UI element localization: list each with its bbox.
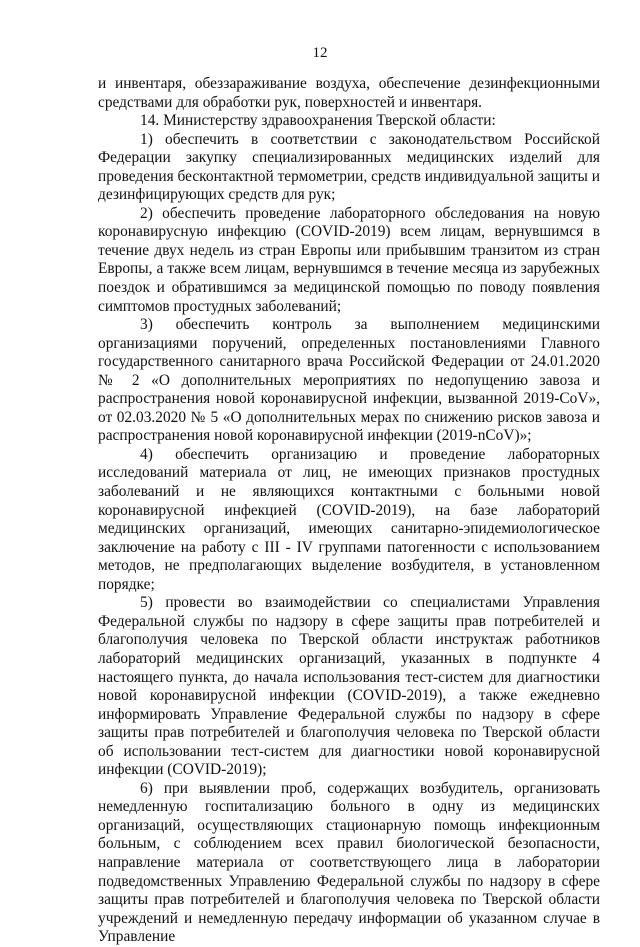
- paragraph-item-6: 6) при выявлении проб, содержащих возбудитель, организовать немедленную госпитализацию больного в одну из медицинских организаций, осуществляющих стационарную помощь инфекционным больным, с соблюдением всех правил биологической безопасности, направление материала от соответствующего лица в лаборатории подведомственных Управлению Федеральной службы по надзору в сфере защиты прав потребителей и благополучия человека по Тверской области учреждений и немедленную передачу информации об указанном случае в Управление: [98, 779, 600, 946]
- paragraph-item-3: 3) обеспечить контроль за выполнением медицинскими организациями поручений, определенных постановлениями Главного государственного санитарного врача Российской Федерации от 24.01.2020 № 2 «О дополнительных мероприятиях по недопущению завоза и распространения новой коронавирусной инфекции, вызванной 2019-CoV», от 02.03.2020 № 5 «О дополнительных мерах по снижению рисков завоза и распространения новой коронавирусной инфекции (2019-nCoV)»;: [98, 316, 600, 445]
- paragraph-continuation: и инвентаря, обеззараживание воздуха, обеспечение дезинфекционными средствами для обработки рук, поверхностей и инвентаря.: [98, 75, 600, 111]
- paragraph-section-14: 14. Министерству здравоохранения Тверской области:: [140, 112, 496, 130]
- paragraph-item-2: 2) обеспечить проведение лабораторного обследования на новую коронавирусную инфекцию (COVID-2019) всем лицам, вернувшимся в течение двух недель из стран Европы или прибывшим транзитом из стран Европы, а также всем лицам, вернувшимся в течение месяца из зарубежных поездок и обратившимся за медицинской помощью по поводу появления симптомов простудных заболеваний;: [98, 204, 600, 315]
- paragraph-item-5: 5) провести во взаимодействии со специалистами Управления Федеральной службы по надзору в сфере защиты прав потребителей и благополучия человека по Тверской области инструктаж работников лабораторий медицинских организаций, указанных в подпункте 4 настоящего пункта, до начала использования тест-систем для диагностики новой коронавирусной инфекции (COVID-2019), а также ежедневно информировать Управление Федеральной службы по надзору в сфере защиты прав потребителей и благополучия человека по Тверской области об использовании тест-систем для диагностики новой коронавирусной инфекции (COVID-2019);: [98, 594, 600, 779]
- page-number: 12: [312, 45, 328, 61]
- paragraph-item-4: 4) обеспечить организацию и проведение лабораторных исследований материала от лиц, не имеющих признаков простудных заболеваний и не являющихся контактными с больными новой коронавирусной инфекцией (COVID-2019), на базе лабораторий медицинских организаций, имеющих санитарно-эпидемиологическое заключение на работу с III - IV группами патогенности с использованием методов, не предполагающих выделение возбудителя, в установленном порядке;: [98, 445, 600, 593]
- document-body: [98, 75, 600, 947]
- paragraph-item-1: 1) обеспечить в соответствии с законодательством Российской Федерации закупку специализированных медицинских изделий для проведения бесконтактной термометрии, средств индивидуальной защиты и дезинфицирующих средств для рук;: [98, 130, 600, 204]
